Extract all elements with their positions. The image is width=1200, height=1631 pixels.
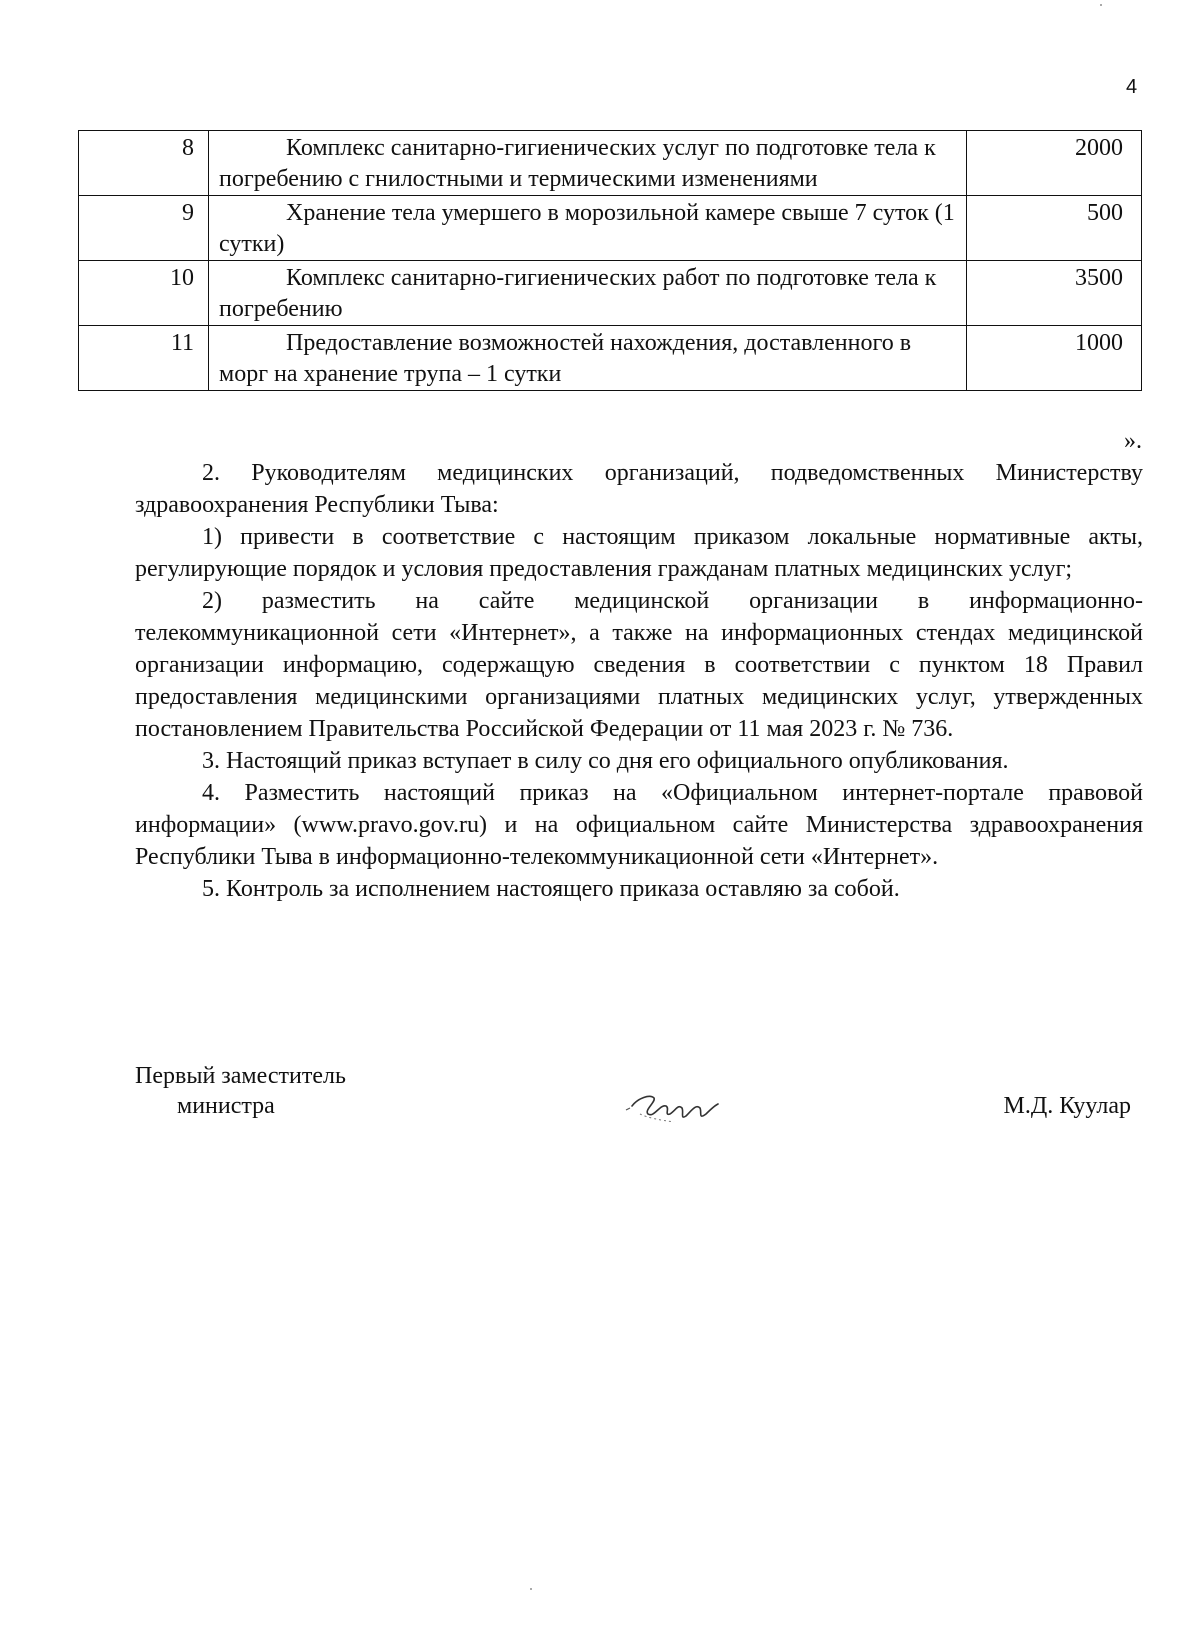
handwritten-signature [620, 1080, 730, 1130]
table-row [79, 196, 1142, 261]
scan-speck [1100, 4, 1102, 6]
service-name-cell [209, 131, 967, 196]
paragraph-2: 2. Руководителям медицинских организаций, подведомственных Министерству здравоохранения Республики Тыва: [135, 460, 1143, 518]
paragraph-2-2: 2) разместить на сайте медицинской организации в информационно-телекоммуникационной сети «Интернет», а также на информационных стендах медицинской организации информацию, содержащую сведения в соответствии с пунктом 18 Правил предоставления медицинскими организациями платных медицинских услуг, утвержденных постановлением Правительства Российской Федерации от 11 мая 2023 г. № 736. [135, 588, 1143, 742]
signatory-title-line2: министра [177, 1093, 275, 1119]
service-name: Хранение тела умершего в морозильной камере свыше 7 суток (1 сутки) [219, 200, 955, 257]
service-price: 500 [967, 196, 1142, 261]
row-number: 9 [79, 196, 209, 261]
paragraph-3: 3. Настоящий приказ вступает в силу со дня его официального опубликования. [202, 748, 1009, 774]
signatory-name: М.Д. Куулар [1003, 1093, 1131, 1119]
paragraph-5: 5. Контроль за исполнением настоящего приказа оставляю за собой. [202, 876, 900, 902]
signatory-title-line1: Первый заместитель [135, 1063, 346, 1089]
service-name-cell [209, 326, 967, 391]
table-row [79, 326, 1142, 391]
service-price: 3500 [967, 261, 1142, 326]
service-name: Комплекс санитарно-гигиенических услуг по подготовке тела к погребению с гнилостными и термическими изменениями [219, 135, 936, 192]
signature-block [135, 1060, 1143, 1140]
service-name: Предоставление возможностей нахождения, доставленного в морг на хранение трупа – 1 сутки [219, 330, 912, 387]
paragraph-4: 4. Разместить настоящий приказ на «Официальном интернет-портале правовой информации» (www.pravo.gov.ru) и на официальном сайте Министерства здравоохранения Республики Тыва в информационно-телекоммуникационной сети «Интернет». [135, 780, 1143, 870]
paragraph-2-1: 1) привести в соответствие с настоящим приказом локальные нормативные акты, регулирующие порядок и условия предоставления гражданам платных медицинских услуг; [135, 524, 1143, 582]
service-name: Комплекс санитарно-гигиенических работ по подготовке тела к погребению [219, 265, 937, 322]
fees-table [78, 130, 1142, 391]
service-name-cell [209, 261, 967, 326]
row-number: 10 [79, 261, 209, 326]
service-name-cell [209, 196, 967, 261]
table-row [79, 131, 1142, 196]
order-body [135, 457, 1143, 905]
closing-quote: ». [1124, 428, 1142, 454]
table-row [79, 261, 1142, 326]
row-number: 8 [79, 131, 209, 196]
service-price: 2000 [967, 131, 1142, 196]
service-price: 1000 [967, 326, 1142, 391]
scan-speck [530, 1588, 532, 1590]
page-number: 4 [1126, 76, 1138, 98]
row-number: 11 [79, 326, 209, 391]
